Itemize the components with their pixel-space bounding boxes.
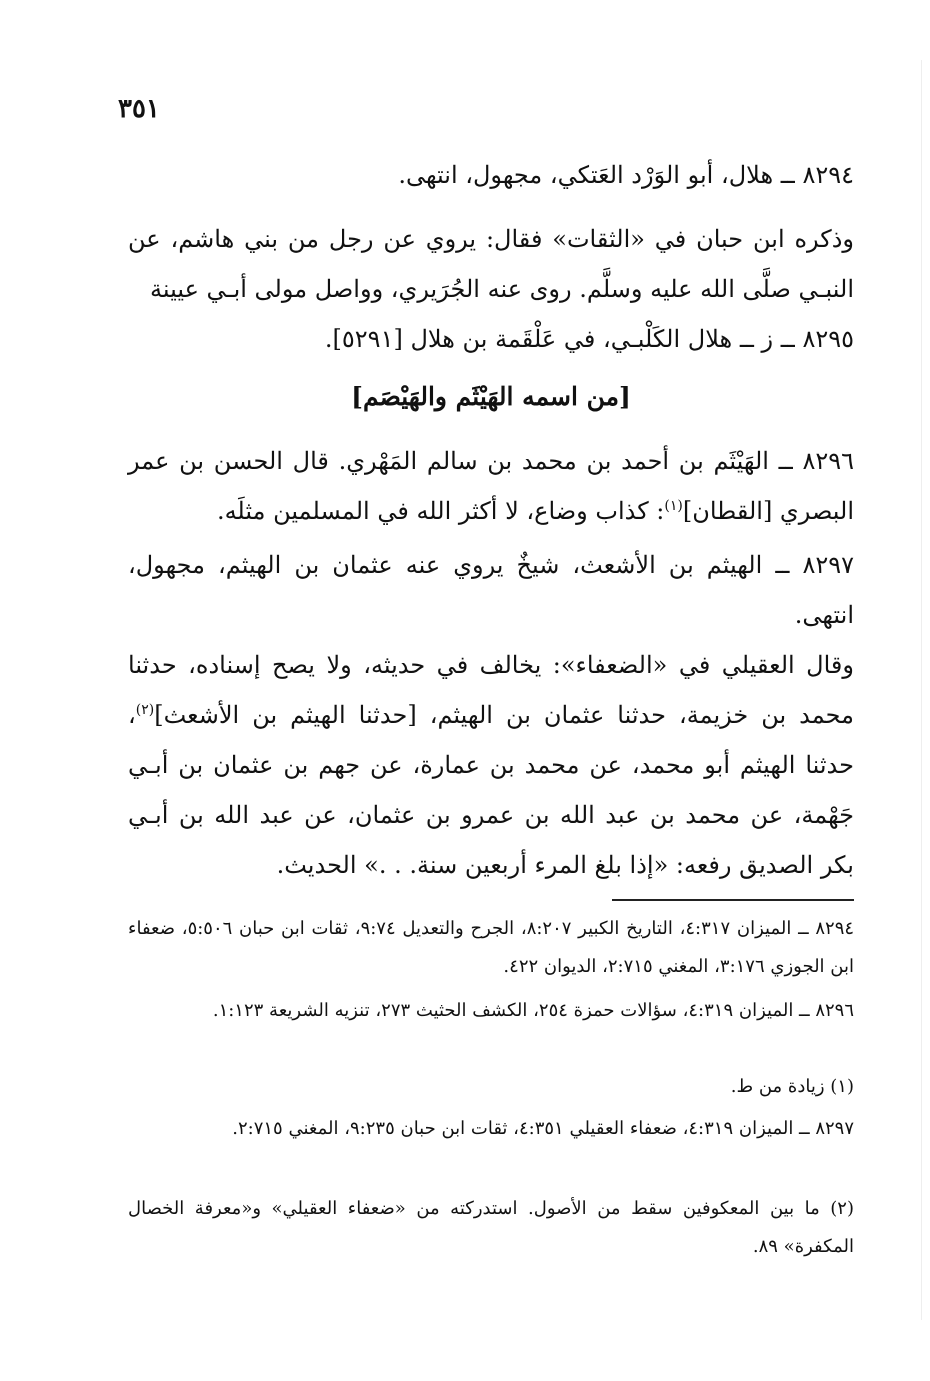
entry-8297-note-b: ، حدثنا الهيثم أبو محمد، عن محمد بن عمارة، عن جهم بن عثمان بن أبـي جَهْمة، عن محمد بن عبد الله بن عمرو بن عثمان، عن عبد الله بن أبـي بكر الصديق رفعه: «إذا بلغ المرء أربعين سنة. . .» الحديث. xyxy=(128,701,854,879)
entry-8296-text-b: : كذاب وضاع، لا أكثر الله في المسلمين مثلَه. xyxy=(216,497,665,525)
footnote-8297: ٨٢٩٧ ــ الميزان ٤:٣١٩، ضعفاء العقيلي ٤:٣٥١، ثقات ابن حبان ٩:٢٣٥، المغني ٢:٧١٥. xyxy=(232,1118,854,1139)
footnote-2: (٢) ما بين المعكوفين سقط من الأصول. استدركته من «ضعفاء العقيلي» و«معرفة الخصال المكفرة» ٨٩. xyxy=(128,1198,854,1257)
entry-8297-note xyxy=(128,640,854,890)
footnote-8294: ٨٢٩٤ ــ الميزان ٤:٣١٧، التاريخ الكبير ٨:٢٠٧، الجرح والتعديل ٩:٧٤، ثقات ابن حبان ٥:٥٠٦، ضعفاء ابن الجوزي ٣:١٧٦، المغني ٢:٧١٥، الديوان ٤٢٢. xyxy=(128,918,855,977)
entry-8294: ٨٢٩٤ ــ هلال، أبو الوَرْد العَتكي، مجهول، انتهى. xyxy=(398,161,854,189)
page-edge xyxy=(921,60,922,1320)
entry-8295: ٨٢٩٥ ــ ز ــ هلال الكَلْبـي، في عَلْقَمة بن هلال [٥٢٩١]. xyxy=(324,325,854,353)
page-number: ٣٥١ xyxy=(118,94,160,124)
section-heading: [من اسمه الهَيْثَم والهَيْصَم] xyxy=(351,382,631,411)
footnote-1: (١) زيادة من ط. xyxy=(730,1076,854,1097)
footnote-8296: ٨٢٩٦ ــ الميزان ٤:٣١٩، سؤالات حمزة ٢٥٤، الكشف الحثيث ٢٧٣، تنزيه الشريعة ١:١٢٣. xyxy=(212,1000,854,1021)
entry-8294-note: وذكره ابن حبان في «الثقات» فقال: يروي عن رجل من بني هاشم، عن النبـي صلَّى الله عليه وسلَّم. روى عنه الجُرَيري، وواصل مولى أبـي عيينة xyxy=(128,225,854,303)
footnote-separator xyxy=(612,899,854,901)
footnote-ref-1: (١) xyxy=(664,498,683,514)
footnote-ref-2: (٢) xyxy=(135,702,155,718)
entry-8296-text-a: ٨٢٩٦ ــ الهَيْثَم بن أحمد بن محمد بن سالم المَهْري. قال الحسن بن عمر البصري [القطان] xyxy=(128,447,854,525)
entry-8297: ٨٢٩٧ ــ الهيثم بن الأشعث، شيخٌ يروي عنه عثمان بن الهيثم، مجهول، انتهى. xyxy=(128,551,854,629)
entry-8297-note-a: وقال العقيلي في «الضعفاء»: يخالف في حديثه، ولا يصح إسناده، حدثنا محمد بن خزيمة، حدثنا عثمان بن الهيثم، [حدثنا الهيثم بن الأشعث] xyxy=(128,651,854,729)
entry-8296 xyxy=(128,436,854,536)
